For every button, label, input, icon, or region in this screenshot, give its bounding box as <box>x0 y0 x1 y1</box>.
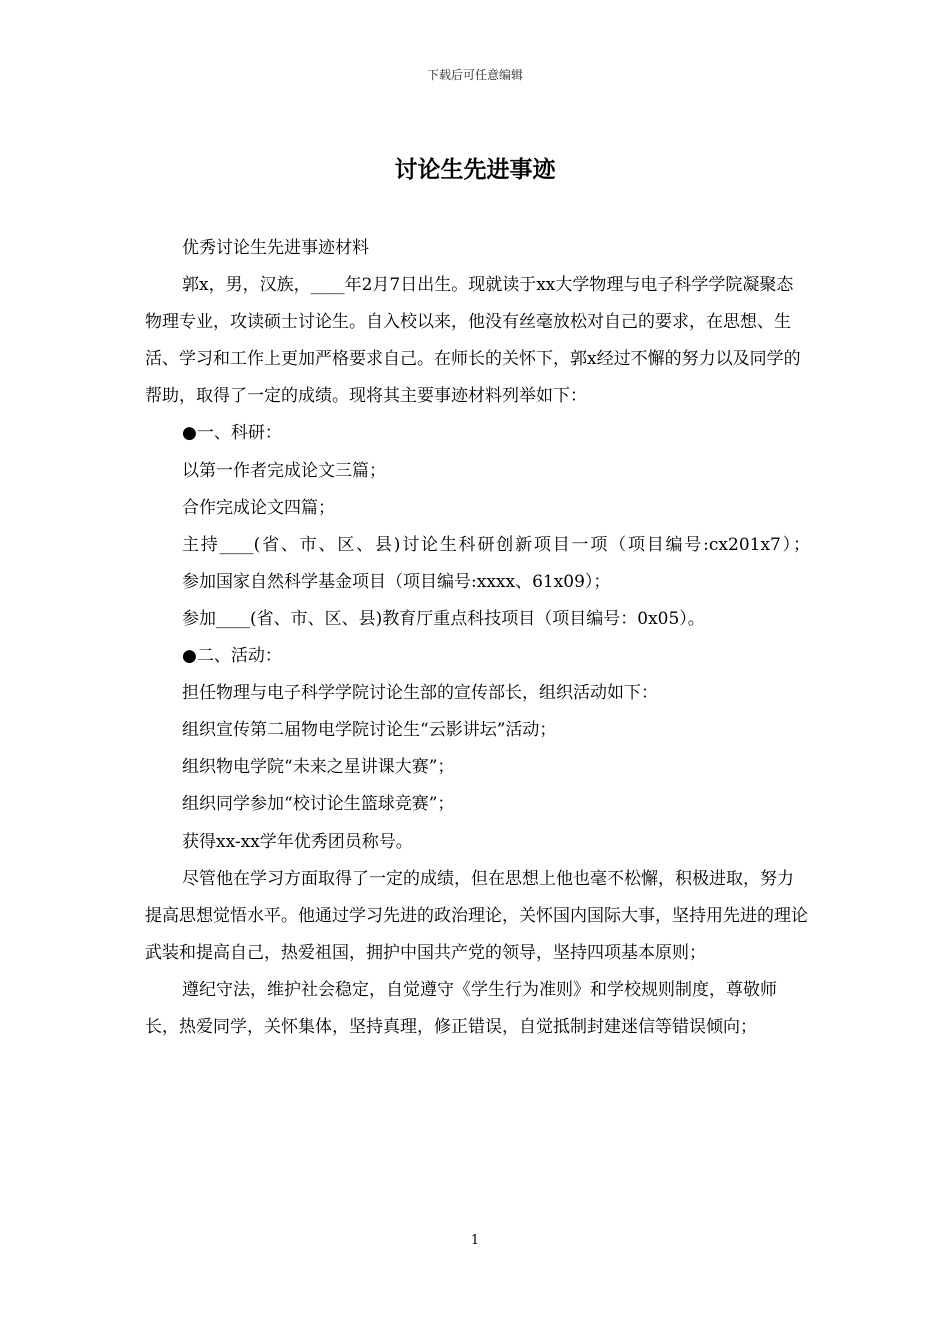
list-item: 获得xx-xx学年优秀团员称号。 <box>182 831 413 852</box>
document-title: 讨论生先进事迹 <box>394 157 556 183</box>
paragraph-intro: 郭x，男，汉族，____年2月7日出生。现就读于xx大学物理与电子科学学院凝聚态物理专业，攻读硕士讨论生。自入校以来，他没有丝毫放松对自己的要求，在思想、生活、学习和工作上更加严格要求自己。在师长的关怀下，郭x经过不懈的努力以及同学的帮助，取得了一定的成绩。现将其主要事迹材料列举如下： <box>145 275 801 407</box>
section-heading-activities: ●二、活动： <box>182 646 282 667</box>
header-note: 下载后可任意编辑 <box>426 68 523 82</box>
list-item: 担任物理与电子科学学院讨论生部的宣传部长，组织活动如下： <box>182 683 658 704</box>
paragraph-ideology: 尽管他在学习方面取得了一定的成绩，但在思想上他也毫不松懈，积极进取，努力提高思想觉悟水平。他通过学习先进的政治理论，关怀国内国际大事，坚持用先进的理论武装和提高自己，热爱祖国，拥护中国共产党的领导，坚持四项基本原则； <box>145 868 808 963</box>
list-item: 组织物电学院“未来之星讲课大赛”； <box>182 757 455 778</box>
paragraph-subtitle: 优秀讨论生先进事迹材料 <box>182 238 369 258</box>
list-item: 主持____(省、市、区、县)讨论生科研创新项目一项（项目编号:cx201x7）； <box>182 534 810 555</box>
list-item: 以第一作者完成论文三篇； <box>182 460 386 481</box>
list-item: 组织宣传第二届物电学院讨论生“云影讲坛”活动； <box>182 720 557 741</box>
section-heading-research: ●一、科研： <box>182 423 282 444</box>
list-item: 合作完成论文四篇； <box>182 497 335 518</box>
paragraph-discipline: 遵纪守法，维护社会稳定，自觉遵守《学生行为准则》和学校规则制度，尊敬师长，热爱同学，关怀集体，坚持真理，修正错误，自觉抵制封建迷信等错误倾向； <box>145 979 777 1037</box>
document-body <box>145 230 810 1046</box>
list-item: 参加国家自然科学基金项目（项目编号:xxxx、61x09）； <box>182 571 611 592</box>
page-number: 1 <box>470 1233 480 1248</box>
list-item: 组织同学参加“校讨论生篮球竞赛”； <box>182 794 455 815</box>
list-item: 参加____(省、市、区、县)教育厅重点科技项目（项目编号：0x05）。 <box>182 608 705 629</box>
